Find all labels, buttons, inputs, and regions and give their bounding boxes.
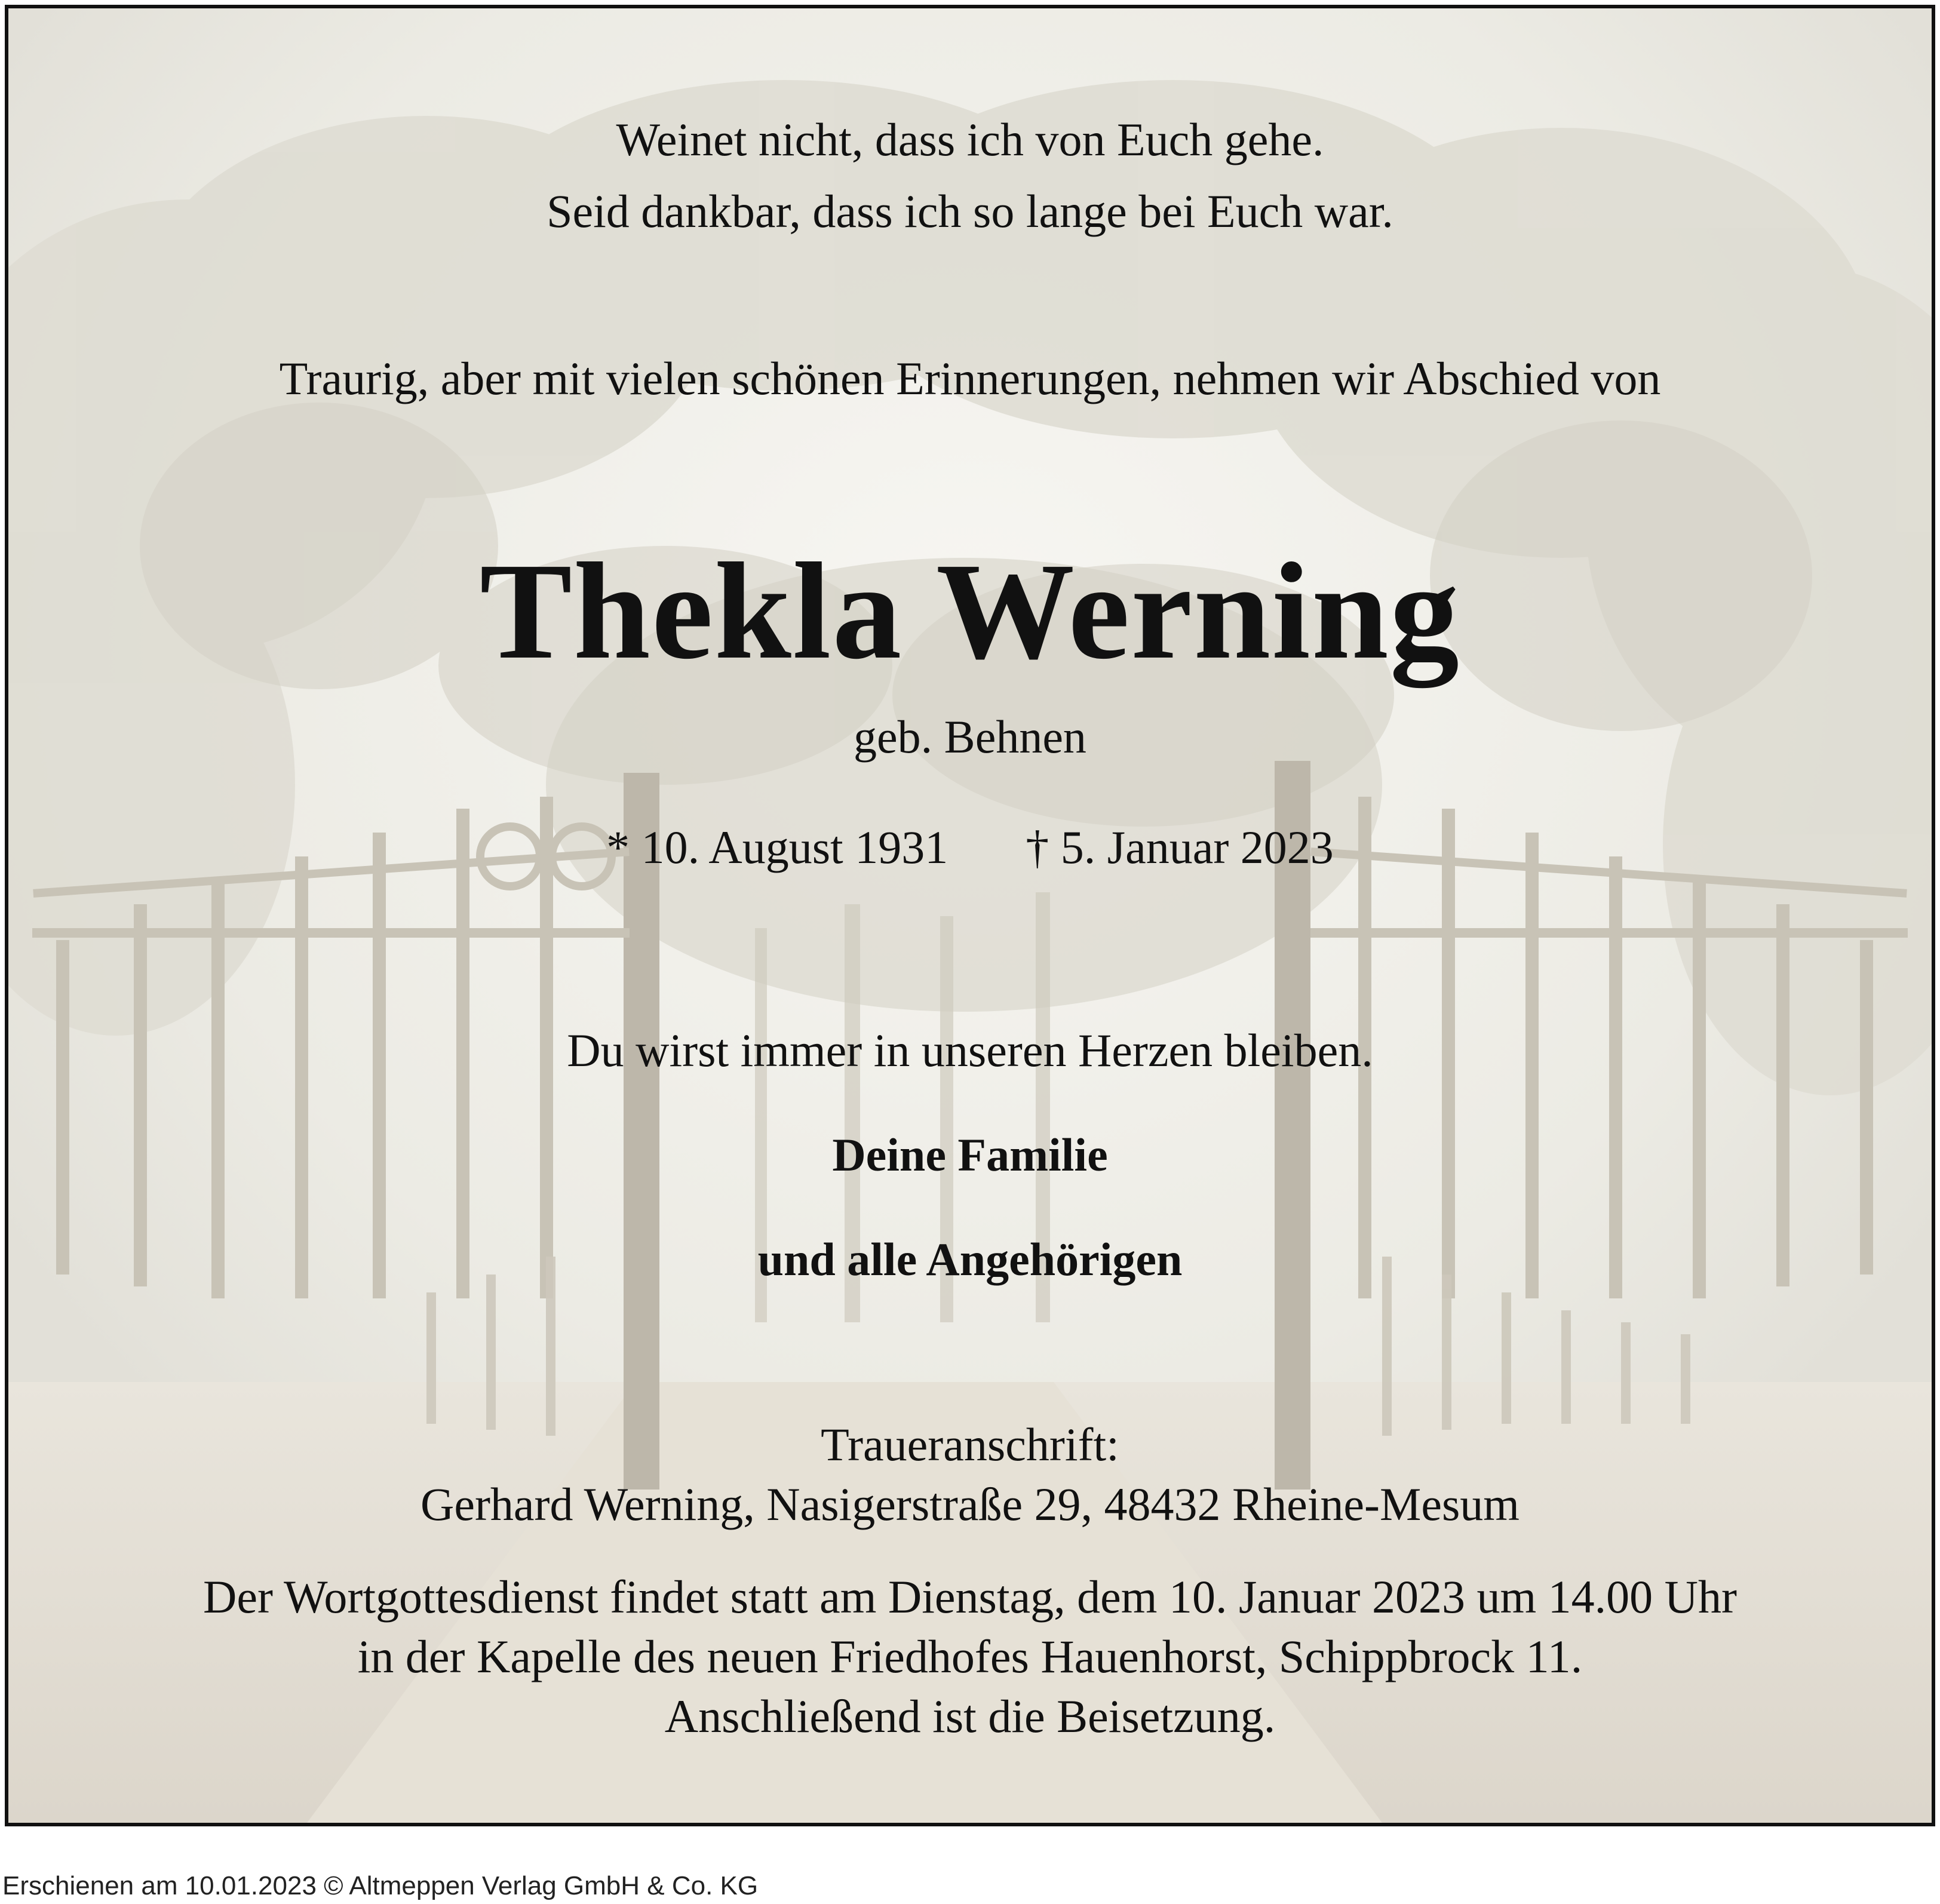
publication-credit: Erschienen am 10.01.2023 © Altmeppen Verlag GmbH & Co. KG: [2, 1871, 759, 1900]
maiden-name: geb. Behnen: [854, 711, 1086, 763]
poem-line-1: Weinet nicht, dass ich von Euch gehe.: [616, 113, 1324, 165]
life-dates: [8, 815, 1932, 880]
address-text: Gerhard Werning, Nasigerstraße 29, 48432 Rheine-Mesum: [420, 1478, 1520, 1530]
intro-text: Traurig, aber mit vielen schönen Erinnerungen, nehmen wir Abschied von: [279, 352, 1661, 404]
notice-text: [8, 8, 1932, 1823]
poem: [8, 104, 1932, 247]
service-line-1: Der Wortgottesdienst findet statt am Dienstag, dem 10. Januar 2023 um 14.00 Uhr: [203, 1571, 1737, 1623]
mourners-family: Deine Familie: [832, 1129, 1108, 1181]
address-label: Traueranschrift:: [821, 1418, 1119, 1470]
mourning-address: [8, 1415, 1932, 1534]
service-info: [8, 1567, 1932, 1746]
memorial-motto: Du wirst immer in unseren Herzen bleiben.: [567, 1024, 1373, 1076]
obituary-notice: [5, 5, 1935, 1826]
birth-date: * 10. August 1931: [606, 821, 948, 873]
deceased-name: Thekla Werning: [480, 535, 1460, 688]
service-line-2: in der Kapelle des neuen Friedhofes Hauenhorst, Schippbrock 11.: [357, 1630, 1583, 1682]
poem-line-2: Seid dankbar, dass ich so lange bei Euch war.: [547, 185, 1393, 237]
mourners-relatives: und alle Angehörigen: [757, 1233, 1183, 1285]
service-line-3: Anschließend ist die Beisetzung.: [664, 1690, 1276, 1742]
death-date: † 5. Januar 2023: [1026, 821, 1334, 873]
